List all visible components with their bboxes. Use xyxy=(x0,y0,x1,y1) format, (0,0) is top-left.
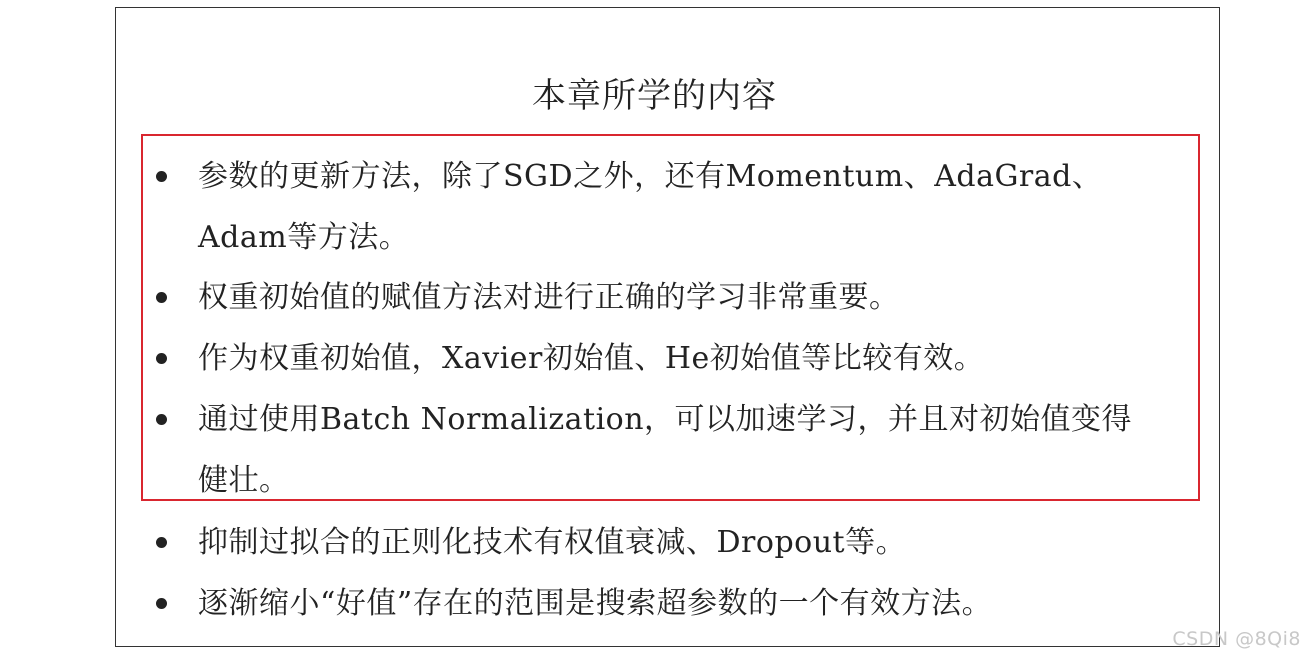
watermark: CSDN @8Qi8 xyxy=(1172,628,1301,650)
list-item-1-line-1: 参数的更新方法，除了SGD之外，还有Momentum、AdaGrad、 xyxy=(198,159,1103,194)
bullet-icon xyxy=(156,414,167,425)
list-item-4-line-2: 健壮。 xyxy=(198,463,290,498)
bullet-icon xyxy=(156,537,167,548)
section-title: 本章所学的内容 xyxy=(532,76,777,116)
list-item-5: 抑制过拟合的正则化技术有权值衰减、Dropout等。 xyxy=(198,525,907,560)
bullet-icon xyxy=(156,598,167,609)
list-item-2: 权重初始值的赋值方法对进行正确的学习非常重要。 xyxy=(198,280,900,315)
list-item-3: 作为权重初始值，Xavier初始值、He初始值等比较有效。 xyxy=(198,341,985,376)
bullet-icon xyxy=(156,292,167,303)
list-item-4-line-1: 通过使用Batch Normalization，可以加速学习，并且对初始值变得 xyxy=(198,402,1133,437)
bullet-icon xyxy=(156,171,167,182)
list-item-6: 逐渐缩小“好值”存在的范围是搜索超参数的一个有效方法。 xyxy=(198,586,993,621)
bullet-icon xyxy=(156,353,167,364)
list-item-1-line-2: Adam等方法。 xyxy=(198,220,410,255)
